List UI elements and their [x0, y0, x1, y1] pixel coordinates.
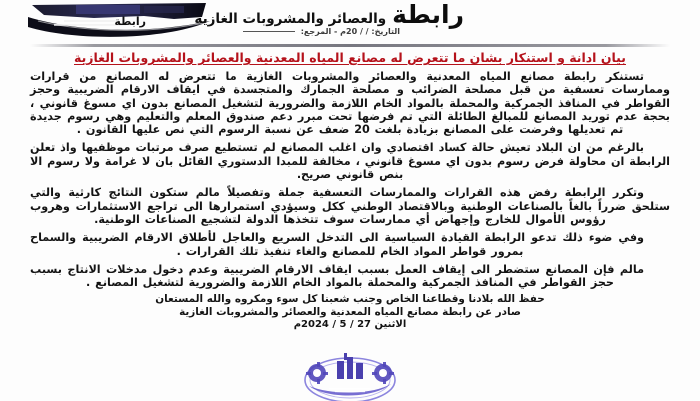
date-value: / / 20م	[340, 27, 369, 36]
letterhead-brand: رابطة	[392, 0, 464, 29]
closing-invocation: حفظ الله بلادنا وقطاعنا الخاص وجنب شعبنا كل سوء ومكروه والله المستعان	[155, 293, 545, 306]
document-date: الاثنين 27 / 5 / 2024م	[293, 319, 407, 331]
body-paragraph: بالرغم من ان البلاد تعيش حالة كساد اقتصادي وان اغلب المصانع لم تستطيع صرف مرتبات موظفيها واذ تعلن الرابطة ان محاولة فرض رسوم بدون اي مسوغ قانوني ، مخالفة للمبدا الدستوري القائل بان لا غرامة ولا رسوم الا بنص قانوني صريح.	[30, 141, 670, 182]
svg-text:رابطة: رابطة	[114, 15, 146, 28]
meta-separator: -	[334, 27, 338, 36]
body-paragraph: وفي ضوء ذلك تدعو الرابطة القيادة السياسية الى التدخل السريع والعاجل لأطلاق الارقام الضريبية والسماح بمرور قواطر المواد الخام للمصانع والغاء تنفيذ تلك القرارات .	[30, 231, 644, 258]
issuing-body: صادر عن رابطة مصانع المياه المعدنية والعصائر والمشروبات الغازية	[179, 306, 521, 319]
document-body	[30, 70, 670, 331]
body-paragraph: مالم فإن المصانع ستضطر الى إيقاف العمل بسبب ايقاف الارقام الضريبية وعدم دخول مدخلات الانتاج بسبب حجز القواطر في المنافذ الجمركية والمحملة بالمواد الخام اللازمة والضرورية لتشغيل المصانع .	[30, 262, 644, 290]
association-logo-icon	[24, 1, 214, 43]
letterhead	[0, 0, 700, 46]
letterhead-meta-line	[243, 27, 400, 36]
date-label: التاريخ:	[371, 27, 400, 36]
body-paragraph: وتكرر الرابطة رفض هذه القرارات والممارسات التعسفية جملة وتفصيلاً مالم ستكون النتائج كارثية والتي ستلحق ضرراً بالغاً بالصناعات الوطنية وبالاقتصاد الوطني ككل وسيؤدي استمرارها الى تراجع الاستثمارات وهروب رؤوس الأموال للخارج وإجهاض أي ممارسات سوف تتخذها الدولة لتشجيع الصناعات الوطنية.	[30, 186, 670, 226]
reference-blank-rule	[243, 31, 295, 32]
document-headline: بيان ادانة و استنكار بشان ما تتعرض له مصانع المياه المعدنية والعصائر والمشروبات الغازية	[74, 50, 626, 65]
letterhead-title	[194, 2, 464, 27]
body-paragraph: تستنكر رابطة مصانع المياه المعدنية والعصائر والمشروبات الغازية ما تتعرض له المصانع من قرارات وممارسات تعسفية من قبل مصلحة الضرائب و مصلحة الجمارك والمتجسدة في ايقاف الارقام الضريبية وحجز القواطر في المنافذ الجمركية والمحملة بالمواد الخام اللازمة والضرورية لتشغيل المصانع بدون اي مسوغ قانوني ، بحجة عدم توريد المصانع للمبالغ الطائلة التي تم فرضها تحت مبرر دعم صندوق المعلم والتعليم وهي رسوم جديدة تم تعديلها وفرضت على المصانع بزيادة بلغت 20 ضعف عن نسبة الرسوم التي نص عليها القانون .	[30, 70, 670, 137]
official-stamp-icon	[291, 353, 409, 401]
letterhead-subtitle: والعصائر والمشروبات الغازية	[194, 11, 387, 27]
letterhead-divider	[30, 44, 670, 47]
reference-label: المرجع:	[300, 27, 332, 36]
